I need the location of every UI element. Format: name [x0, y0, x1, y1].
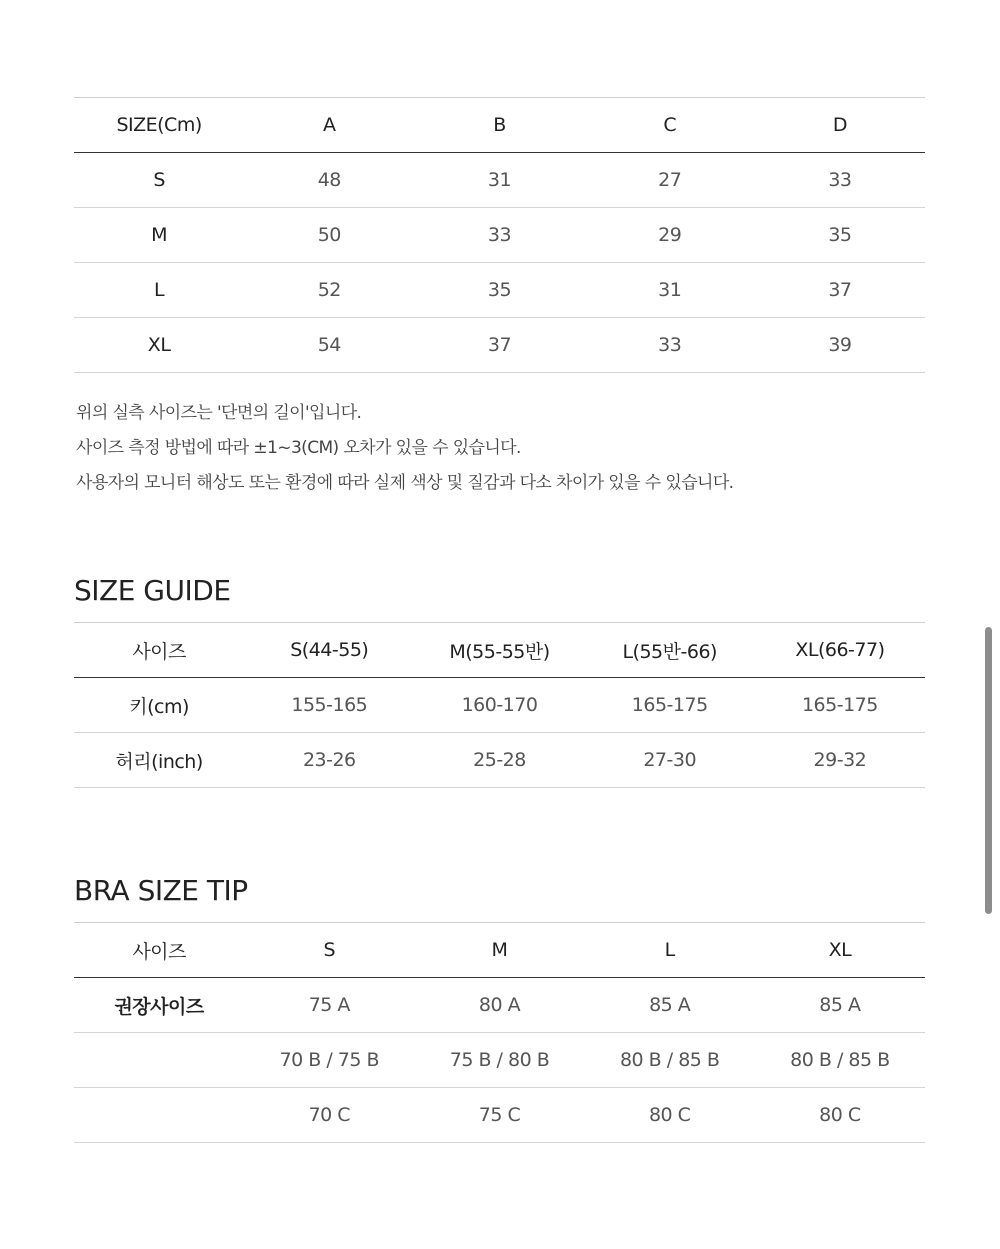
table-cell: 50: [317, 224, 341, 246]
table-cell: 35: [487, 279, 512, 301]
table-cell: 37: [487, 334, 512, 356]
table-row: [74, 978, 925, 1033]
row-label: L: [154, 279, 165, 301]
table-cell: 37: [828, 279, 852, 301]
table-cell: 165-175: [801, 694, 878, 716]
table-cell: 75 B / 80 B: [449, 1049, 550, 1071]
measurement-table: [74, 97, 925, 373]
header-cell: XL: [828, 939, 852, 961]
header-cell: 사이즈: [132, 640, 186, 663]
table-cell: 85 A: [649, 994, 691, 1016]
size-guide-title: SIZE GUIDE: [74, 574, 231, 607]
table-cell: 52: [317, 279, 341, 301]
row-label: 권장사이즈: [114, 995, 204, 1018]
table-cell: 25-28: [473, 749, 526, 771]
table-row: [74, 678, 925, 733]
header-cell: M(55-55반): [449, 640, 550, 663]
table-cell: 80 C: [819, 1104, 861, 1126]
table-cell: 33: [828, 169, 852, 191]
table-header-row: [74, 923, 925, 978]
table-cell: 75 A: [308, 994, 350, 1016]
header-cell: C: [663, 114, 677, 136]
row-label: M: [151, 224, 168, 246]
table-cell: 54: [317, 334, 341, 356]
row-label: [74, 1088, 244, 1142]
table-row: [74, 1088, 925, 1143]
header-cell: XL(66-77): [795, 639, 885, 661]
table-cell: 165-175: [631, 694, 708, 716]
table-row: [74, 153, 925, 208]
scrollbar-thumb[interactable]: [985, 627, 992, 914]
header-cell: S: [323, 939, 336, 961]
table-cell: 27-30: [643, 749, 697, 771]
note-line: 사용자의 모니터 해상도 또는 환경에 따라 실제 색상 및 질감과 다소 차이가 있을 수 있습니다.: [76, 473, 734, 493]
header-cell: A: [323, 114, 336, 136]
header-cell: L(55반-66): [622, 640, 717, 663]
header-cell: S(44-55): [290, 639, 369, 661]
bra-size-tip-title: BRA SIZE TIP: [74, 874, 248, 907]
note-line: 위의 실측 사이즈는 '단면의 길이'입니다.: [76, 403, 362, 423]
table-cell: 75 C: [478, 1104, 521, 1126]
table-cell: 70 C: [308, 1104, 351, 1126]
header-cell: 사이즈: [132, 940, 186, 963]
table-cell: 70 B / 75 B: [279, 1049, 380, 1071]
row-label: XL: [147, 334, 171, 356]
table-cell: 31: [487, 169, 512, 191]
table-cell: 155-165: [291, 694, 368, 716]
table-cell: 35: [828, 224, 852, 246]
table-cell: 27: [658, 169, 682, 191]
row-label: [74, 1033, 244, 1087]
table-cell: 39: [828, 334, 852, 356]
table-cell: 33: [487, 224, 512, 246]
measurement-notes: [76, 398, 733, 503]
table-cell: 160-170: [461, 694, 538, 716]
table-cell: 33: [658, 334, 682, 356]
table-row: [74, 318, 925, 373]
row-label: 키(cm): [129, 695, 189, 718]
header-cell: L: [664, 939, 675, 961]
table-row: [74, 208, 925, 263]
header-cell: SIZE(Cm): [116, 114, 202, 136]
table-cell: 85 A: [819, 994, 861, 1016]
row-label: S: [153, 169, 165, 191]
table-cell: 80 B / 85 B: [790, 1049, 890, 1071]
table-cell: 31: [658, 279, 682, 301]
bra-size-table: [74, 922, 925, 1143]
size-guide-table: [74, 622, 925, 788]
table-cell: 80 C: [648, 1104, 691, 1126]
table-cell: 80 B / 85 B: [619, 1049, 720, 1071]
table-cell: 23-26: [302, 749, 356, 771]
table-cell: 48: [317, 169, 341, 191]
row-label: 허리(inch): [115, 750, 203, 773]
table-cell: 29-32: [813, 749, 867, 771]
table-row: [74, 733, 925, 788]
table-header-row: [74, 623, 925, 678]
header-cell: D: [832, 114, 847, 136]
table-cell: 80 A: [478, 994, 521, 1016]
header-cell: M: [491, 939, 508, 961]
table-row: [74, 263, 925, 318]
table-cell: 29: [658, 224, 682, 246]
note-line: 사이즈 측정 방법에 따라 ±1~3(CM) 오차가 있을 수 있습니다.: [76, 438, 521, 458]
header-cell: B: [493, 114, 506, 136]
table-row: [74, 1033, 925, 1088]
table-header-row: [74, 98, 925, 153]
